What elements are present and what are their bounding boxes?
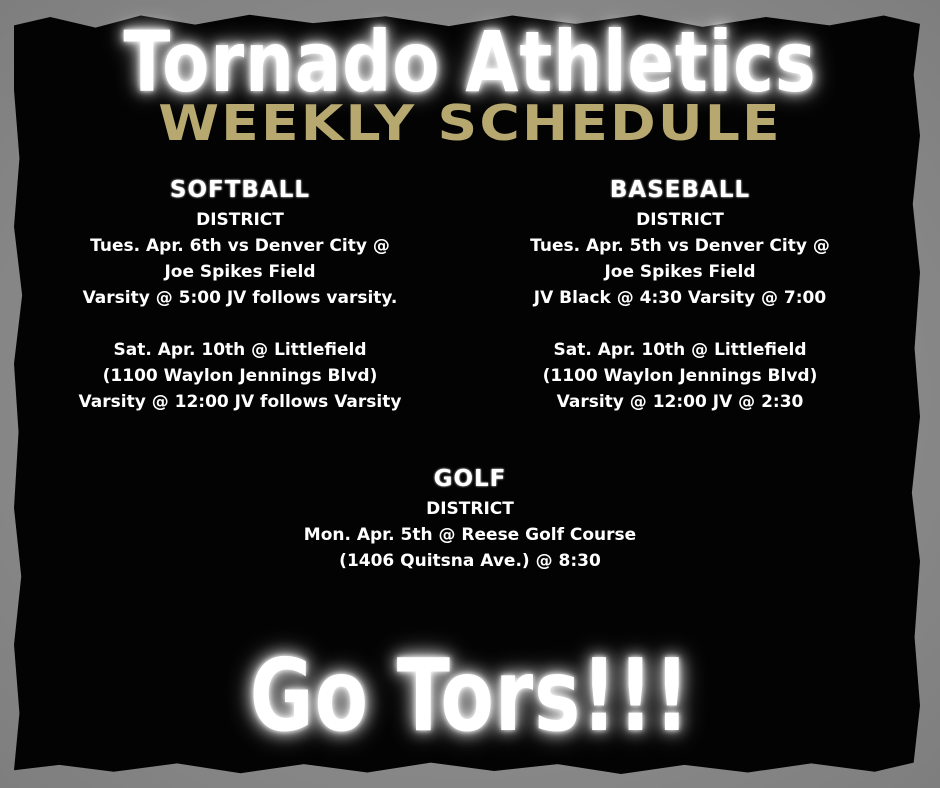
softball-line: Joe Spikes Field [164,262,316,282]
baseball-line: (1100 Waylon Jennings Blvd) [542,366,818,386]
spacer [500,311,860,337]
baseball-line: Tues. Apr. 5th vs Denver City @ [530,236,830,256]
baseball-heading: BASEBALL [609,177,751,203]
softball-line: Tues. Apr. 6th vs Denver City @ [90,236,390,256]
softball-line: (1100 Waylon Jennings Blvd) [102,366,378,386]
spacer [60,311,420,337]
softball-line: Sat. Apr. 10th @ Littlefield [113,340,367,360]
softball-heading: SOFTBALL [169,177,311,203]
baseball-line: Varsity @ 12:00 JV @ 2:30 [556,392,804,412]
page-title: Tornado Athletics [123,13,817,111]
softball-line: Varsity @ 12:00 JV follows Varsity [78,392,402,412]
golf-line: DISTRICT [426,499,514,519]
baseball-line: DISTRICT [636,210,724,230]
golf-schedule [240,464,700,574]
footer-slogan: Go Tors!!! [249,637,691,754]
baseball-line: Joe Spikes Field [604,262,756,282]
page-subtitle: WEEKLY SCHEDULE [158,95,782,153]
baseball-line: Sat. Apr. 10th @ Littlefield [553,340,807,360]
golf-line: Mon. Apr. 5th @ Reese Golf Course [303,525,637,545]
baseball-line: JV Black @ 4:30 Varsity @ 7:00 [533,288,827,308]
softball-line: Varsity @ 5:00 JV follows varsity. [82,288,398,308]
golf-line: (1406 Quitsna Ave.) @ 8:30 [339,551,601,571]
softball-line: DISTRICT [196,210,284,230]
golf-heading: GOLF [433,466,507,492]
baseball-schedule [500,175,860,415]
softball-schedule [60,175,420,415]
